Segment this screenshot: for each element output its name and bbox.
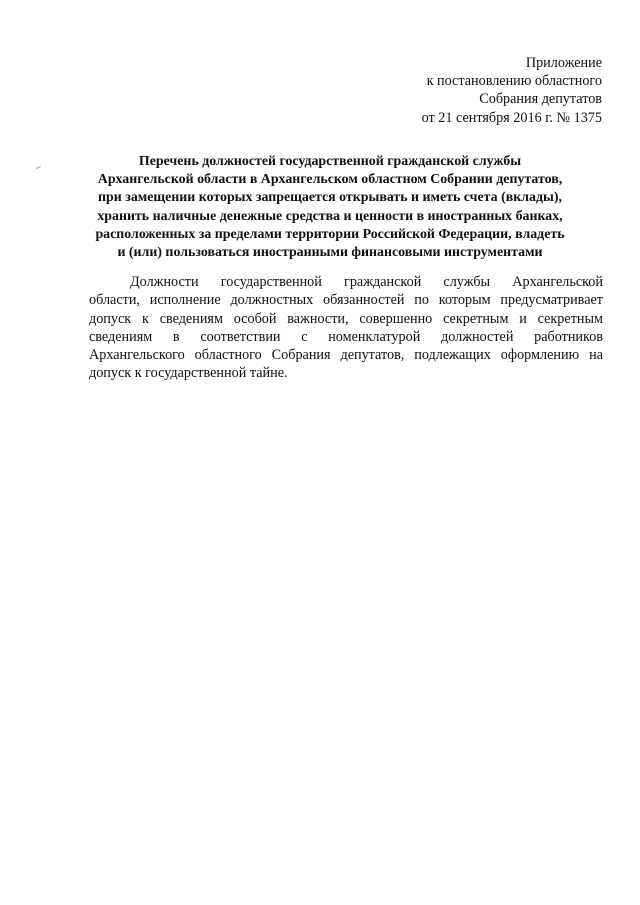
body-paragraph (89, 273, 603, 383)
title-line: Архангельской области в Архангельском областном Собрании депутатов, (97, 172, 563, 188)
title-line: расположенных за пределами территории Российской Федерации, владеть (95, 226, 565, 242)
appendix-header (422, 54, 602, 127)
appendix-line: от 21 сентября 2016 г. № 1375 (421, 109, 602, 126)
title-line: Перечень должностей государственной гражданской службы (138, 154, 522, 169)
body-line: сведениям в соответствии с номенклатурой должностей работников (89, 328, 603, 345)
title-line: хранить наличные денежные средства и ценности в иностранных банках, (97, 208, 563, 224)
body-line: области, исполнение должностных обязанностей по которым предусматривает (89, 292, 603, 309)
body-line: Должности государственной гражданской службы Архангельской (130, 274, 603, 290)
title-line: при замещении которых запрещается открывать и иметь счета (вклады), (98, 190, 562, 206)
document-title (70, 153, 590, 262)
body-line: допуск к сведениям особой важности, совершенно секретным и секретным (89, 310, 603, 327)
body-line: допуск к государственной тайне. (89, 365, 288, 382)
body-line: Архангельского областного Собрания депутатов, подлежащих оформлению на (89, 347, 603, 364)
title-line: и (или) пользоваться иностранными финансовыми инструментами (117, 245, 543, 261)
appendix-line: Собрания депутатов (479, 91, 602, 108)
scan-mark (36, 166, 41, 169)
appendix-line: к постановлению областного (426, 73, 602, 90)
appendix-line: Приложение (525, 55, 602, 71)
